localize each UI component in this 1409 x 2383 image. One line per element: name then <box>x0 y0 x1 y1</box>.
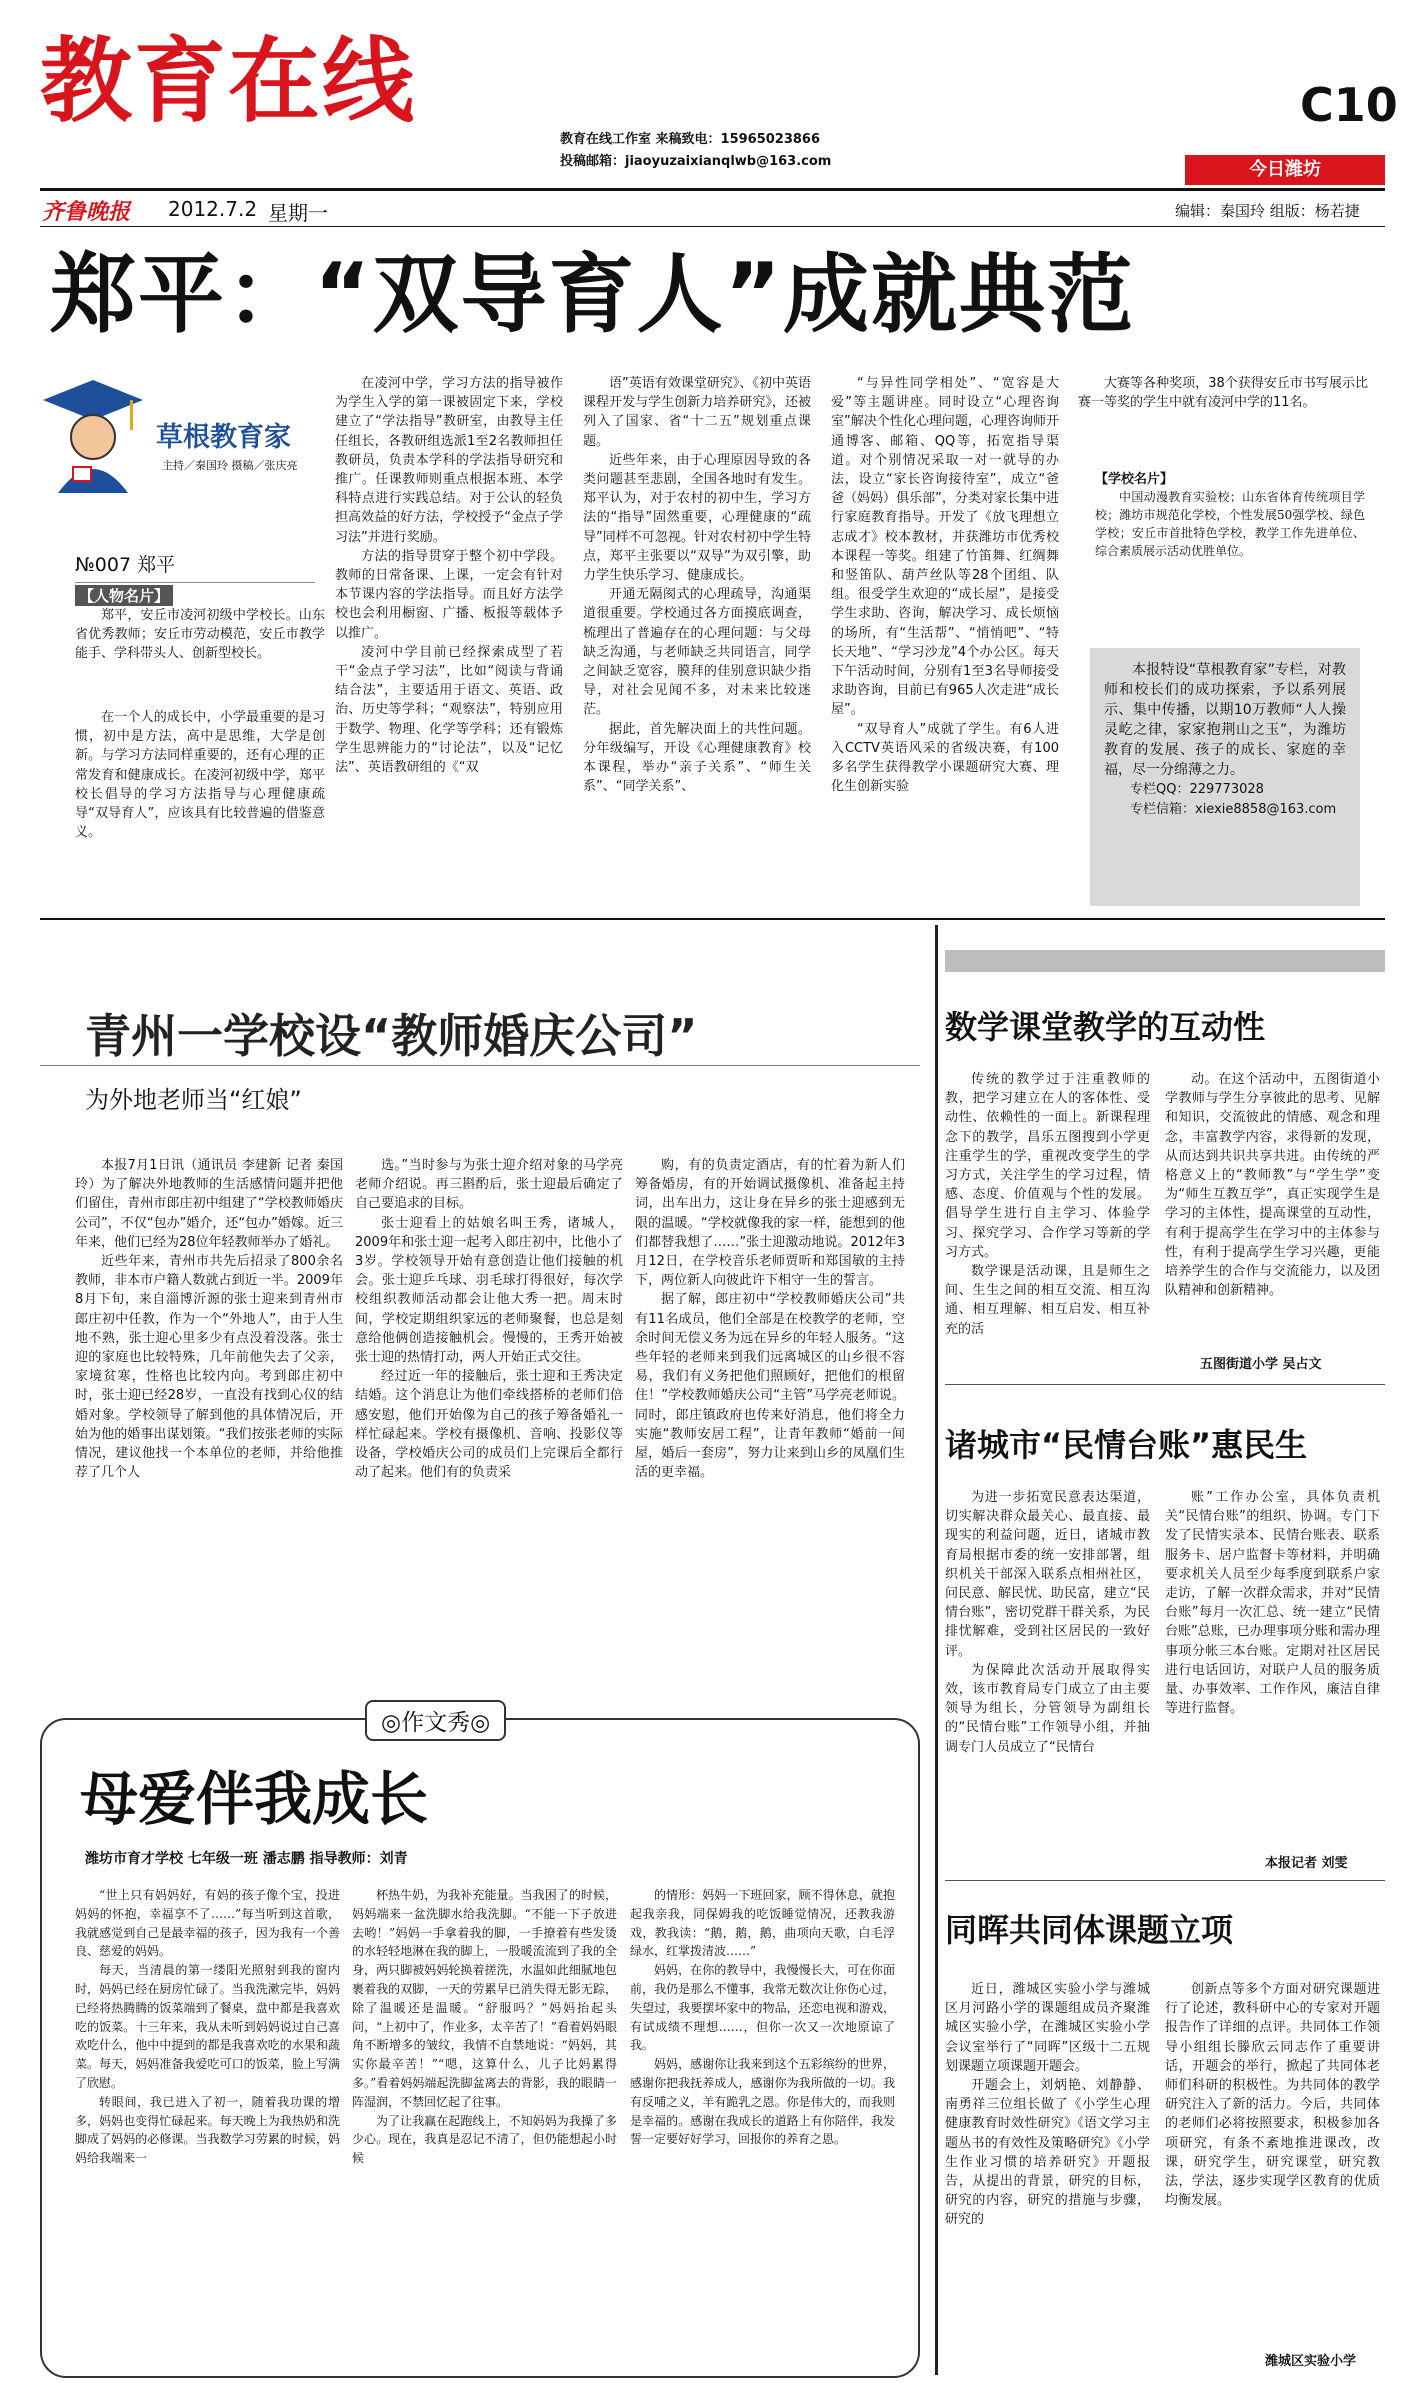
lead-col5: 大赛等各种奖项，38个获得安丘市书写展示比赛一等奖的学生中就有凌河中学的11名。 <box>1078 376 1368 411</box>
page-number: C10 <box>1300 78 1398 132</box>
lead-number: №007 郑平 <box>75 554 176 576</box>
tonghui-title: 同晖共同体课题立项 <box>945 1911 1234 1949</box>
school-profile: 中国动漫教育实验校；山东省体育传统项目学校；潍坊市规范化学校，个性发展50强学校、绿色学校；安丘市首批特色学校，教学工作先进单位、综合素质展示活动优胜单位。 <box>1095 490 1365 558</box>
lead-col3: 语”英语有效课堂研究》、《初中英语课程开发与学生创新力培养研究》，还被列入了国家、省“十二五”规划重点课题。 近些年来，由于心理原因导致的各类问题甚至悲剧，全国各地时有发生。郑平认为，对于农村的初中生，学习方法的“指导”固然重要，心理健康的“疏导”同样不可忽视。针对农村初中学生特点，郑平主张要以“双导”为双引擎，助力学生快乐学习、健康成长。 开通无隔阂式的心理疏导，沟通渠道很重要。学校通过各方面摸底调查，梳理出了普遍存在的心理问题：与父母缺乏沟通，与老师缺乏共同语言，同学之间缺乏宽容，膜拜的佳别意识缺少指导，对社会见闻不多，对未来比较迷茫。 据此，首先解决面上的共性问题。分年级编写，开设《心理健康教育》校本课程，举办“亲子关系”、“师生关系”、“同学关系”、 <box>583 376 811 795</box>
masthead: 教育在线 <box>40 28 417 135</box>
tonghui-byline: 潍城区实验小学 <box>1265 2354 1357 2369</box>
zhucheng-title: 诸城市“民情台账”惠民生 <box>945 1426 1308 1464</box>
graduate-icon <box>38 375 148 495</box>
zhucheng-col1: 为进一步拓宽民意表达渠道，切实解决群众最关心、最直接、最现实的利益问题，近日，诸城市教育局根据市委的统一安排部署，组织机关干部深入联系点相州社区，问民意、解民忧、助民富，建立“民情台账”，密切党群干群关系，为民排忧解难，受到社区居民的一致好评。 为保障此次活动开展取得实效，该市教育局专门成立了由主要领导为组长，分管领导为副组长的“民情台账”工作领导小组，并抽调专门人员成立了“民情台 <box>945 1490 1150 1755</box>
lead-col2: 在凌河中学，学习方法的指导被作为学生入学的第一课被固定下来，学校建立了“学法指导”教研室，由教导主任任组长，各教研组选派1至2名教师担任教研员，负责本学科的学法指导研究和推广。任课教师则重点根据本班、本学科特点进行实践总结。对于公认的轻负担高效益的好方法，学校授予“金点子学习法”并进行奖励。 方法的指导贯穿于整个初中学段。教师的日常备课、上课，一定会有针对本节课内容的学法指导。而且好方法学校也会利用橱窗、广播、板报等载体予以推广。 凌河中学目前已经探索成型了若干“金点子学习法”，比如“阅读与背诵结合法”，主要适用于语文、英语、政治、历史等学科；“观察法”，特别应用于数学、物理、化学等学科；还有锻炼学生思辨能力的“讨论法”，以及“记忆法”、英语教研组的《“双 <box>335 376 563 776</box>
tonghui-col2: 创新点等多个方面对研究课题进行了论述，教科研中心的专家对开题报告作了详细的点评。共同体工作领导小组组长滕欣云同志作了重要讲话，开题会的举行，掀起了共同体老师们科研的积极性。为共同体的教学研究注入了新的活力。今后，共同体的老师们必将按照要求，积极参加各项研究，有条不紊地推进课改，改课，研究学生，研究课堂，研究教法，学法，逐步实现学区教育的优质均衡发展。 <box>1165 1982 1380 2209</box>
school-tag: 【学校名片】 <box>1095 472 1174 487</box>
qingzhou-col2: 选。”当时参与为张士迎介绍对象的马学亮老师介绍说。再三斟酌后，张士迎最后确定了自己要追求的目标。 张士迎看上的姑娘名叫王秀，诸城人，2009年和张士迎一起考入郎庄初中，比他小了3岁。学校领导开始有意创造让他们接触的机会。张士迎乒乓球、羽毛球打得很好，每次学校组织教师活动都会让他大秀一把。周末时间，学校定期组织家远的老师聚餐，也总是刻意给他俩创造接触机会。慢慢的，王秀开始被张士迎的热情打动，两人开始正式交往。 经过近一年的接触后，张士迎和王秀决定结婚。这个消息让为他们牵线搭桥的老师们倍感安慰，他们开始像为自己的孩子筹备婚礼一样忙碌起来。学校有摄像机、音响、投影仪等设备，学校婚庆公司的成员们上完课后全都行动了起来。他们有的负责采 <box>355 1158 623 1481</box>
region-badge: 今日潍坊 <box>1185 155 1385 185</box>
essay-byline: 潍坊市育才学校 七年级一班 潘志鹏 指导教师：刘青 <box>85 1851 408 1867</box>
lead-title: 郑平：“双导育人”成就典范 <box>50 245 1136 345</box>
column-logo <box>38 375 328 495</box>
lead-col4: “与异性同学相处”、“宽容是大爱”等主题讲座。同时设立“心理咨询室”解决个性化心理问题，心理咨询师开通博客、邮箱、QQ等，拓宽指导渠道。对个别情况采取一对一就导的办法，设立“家长咨询接待室”，成立“爸爸（妈妈）俱乐部”，分类对家长集中进行家庭教育指导。开发了《放飞理想立志成才》校本教材，并获潍坊市优秀校本课程一等奖。组建了竹笛舞、红绸舞和竖笛队、葫芦丝队等28个团组、队组。很受学生欢迎的“成长屋”，是接受学生求助、咨询，解决学习、成长烦恼的场所，有“生活帮”、“悄悄吧”、“特长天地”、“学习沙龙”4个办公区。每天下午活动时间，分别有1至3名导师接受求助咨询，目前已有965人次走进“成长屋”。 “双导育人”成就了学生。有6人进入CCTV英语风采的省级决赛，有100多名学生获得教学小课题研究大赛、理化生创新实验 <box>831 376 1059 795</box>
essay-col1: “世上只有妈妈好，有妈的孩子像个宝，投进妈妈的怀抱，幸福享不了……”每当听到这首歌，我就感觉到自己是最幸福的孩子，因为我有一个善良、慈爱的妈妈。 每天，当清晨的第一缕阳光照射到我的窗内时，妈妈已经在厨房忙碌了。当我洗漱完毕，妈妈已经将热腾腾的饭菜端到了餐桌，盘中都是我喜欢吃的饭菜。十三年来，我从未听到妈妈说过自己喜欢吃什么，他中中提到的都是我喜欢吃的水果和蔬菜。每天，妈妈准备我爱吃可口的饭菜，脸上写满了欣慰。 转眼间，我已进入了初一，随着我功课的增多，妈妈也变得忙碌起来。每天晚上为我热奶和洗脚成了妈妈的必修课。当我数学习劳累的时候，妈妈给我端来一 <box>75 1888 340 2166</box>
qingzhou-subtitle: 为外地老师当“红娘” <box>85 1086 302 1114</box>
math-byline: 五图街道小学 吴占文 <box>1200 1357 1322 1372</box>
zhucheng-byline: 本报记者 刘雯 <box>1265 1856 1348 1871</box>
studio-info: 教育在线工作室 来稿致电：15965023866 <box>560 132 821 147</box>
note-mail: 专栏信箱：xiexie8858@163.com <box>1130 802 1337 817</box>
essay-col3: 的情形：妈妈一下班回家，顾不得休息，就抱起我亲我，同保姆我的吃饭睡觉情况，还教我游戏，教我读：“鹅，鹅，鹅，曲项向天歌，白毛浮绿水，红掌拨清波……” 妈妈，在你的教导中，我慢慢长大，可在你面前，我仍是那么不懂事，我常无数次让你伤心过，失望过，我要摆坏家中的物品，还恋电视和游戏，有试成绩不理想……，但你一次又一次地原谅了我。 妈妈，感谢你让我来到这个五彩缤纷的世界，感谢你把我抚养成人，感谢你为我所做的一切。我有反哺之义，羊有跪乳之恩。你是伟大的，而我则是幸福的。感谢在我成长的道路上有你陪伴，我发誓一定要好好学习，回报你的养育之恩。 <box>630 1888 895 2147</box>
lead-profile: 郑平，安丘市凌河初级中学校长。山东省优秀教师；安丘市劳动模范，安丘市教学能手、学科带头人、创新型校长。 <box>75 608 325 662</box>
qingzhou-col1: 本报7月1日讯（通讯员 李建新 记者 秦国玲）为了解决外地教师的生活感情问题并把他们留住，青州市郎庄初中组建了“学校教师婚庆公司”，不仅“包办”婚介，还“包办”婚嫁。近三年来，他们已经为28位年轻教师举办了婚礼。 近些年来，青州市共先后招录了800余名教师，非本市户籍人数就占到近一半。2009年8月下旬，来自淄博沂源的张士迎来到青州市郎庄初中任教，作为一个“外地人”，由于人生地不熟，张士迎心里多少有点没着没落。张士迎的家庭也比较特殊，几年前他失去了父亲，家境贫寒，性格也比较内向。考到郎庄初中时，张士迎已经28岁，一直没有找到心仪的结婚对象。学校领导了解到他的具体情况后，开始为他的婚事出谋划策。“我们按张老师的实际情况，建议他找一个本单位的老师，并给他推荐了几个人 <box>75 1158 343 1481</box>
column-name: 草根教育家 <box>156 422 291 453</box>
essay-col2: 杯热牛奶，为我补充能量。当我困了的时候，妈妈端来一盆洗脚水给我洗脚。“不能一下子放进去哟！”妈妈一手拿着我的脚，一手撩着有些发烫的水轻轻地淋在我的脚上，一股暖流流到了我的全身，两只脚被妈妈轮换着搓洗，水温如此细腻地包裹着我的双脚，一天的劳累早已消失得无影无踪，除了温暖还是温暖。“舒服吗？”妈妈抬起头问，“上初中了，作业多，太辛苦了！”看着妈妈眼角不断增多的皱纹，我情不自禁地说：“妈妈，其实你最辛苦！”“嗯，这算什么，儿子比妈累得多。”看着妈妈端起洗脚盆离去的背影，我的眼睛一阵湿润，不禁回忆起了往事。 为了让我赢在起跑线上，不知妈妈为我操了多少心。现在，我真是忍记不清了，但仍能想起小时候 <box>352 1888 617 2166</box>
column-credit: 主持／秦国玲 摄稿／张庆亮 <box>162 459 298 472</box>
column-note: 本报特设“草根教育家”专栏，对教师和校长们的成功探索，予以系列展示、集中传播，以期10万教师“人人操灵屹之律，家家抱荆山之玉”，为潍坊教育的发展、孩子的成长、家庭的幸福，尽一分绵薄之力。 <box>1104 662 1346 778</box>
math-col2: 动。在这个活动中，五图街道小学教师与学生分享彼此的思考、见解和知识，交流彼此的情感、观念和理念，丰富教学内容，求得新的发现，从而达到共识共享共进。由传统的严格意义上的“教师教”与“学生学”变为“师生互教互学”，真正实现学生是学习的主体性，提高课堂的互动性，有利于提高学生在学习中的主体参与性，有利于提高学生学习兴趣，更能培养学生的合作与交流能力，以及团队精神和创新精神。 <box>1165 1072 1380 1299</box>
column-note-box <box>1090 648 1360 906</box>
editors: 编辑：秦国玲 组版：杨若捷 <box>1175 202 1360 220</box>
paper-logo: 齐鲁晚报 <box>42 199 131 225</box>
lead-col1: 在一个人的成长中，小学最重要的是习惯，初中是方法，高中是思维，大学是创新。与学习方法同样重要的，还有心理的正常发育和健康成长。在凌河初级中学，郑平校长倡导的学习方法指导与心理健康疏导“双导育人”，应该具有比较普遍的借鉴意义。 <box>75 710 325 841</box>
essay-title: 母爱伴我成长 <box>80 1765 429 1833</box>
math-col1: 传统的教学过于注重教师的教，把学习建立在人的客体性、受动性、依赖性的一面上。新课程理念下的教学，昌乐五图搜到小学更注重学生的学，重视改变学生的学习方式，关注学生的学习过程，情感、态度、价值观与个性的发展。倡导学生进行自主学习、体验学习、探究学习、合作学习等新的学习方式。 数学课是活动课，且是师生之间、生生之间的相互交流、相互沟通、相互理解、相互启发、相互补充的活 <box>945 1072 1150 1337</box>
weekday: 星期一 <box>268 201 328 225</box>
email-info: 投稿邮箱：jiaoyuzaixianqlwb@163.com <box>560 154 832 169</box>
qingzhou-title: 青州一学校设“教师婚庆公司” <box>85 1009 698 1063</box>
tonghui-col1: 近日，潍城区实验小学与潍城区月河路小学的课题组成员齐聚潍城区实验小学，在潍城区实验小学会议室举行了“同晖”区级十二五规划课题立项课题开题会。 开题会上，刘炳艳、刘静静、南勇祥三位组长做了《小学生心理健康教育时效性研究》《语文学习主题丛书的有效性及策略研究》《小学生作业习惯的培养研究》开题报告，从提出的背景，研究的目标，研究的内容，研究的措施与步骤，研究的 <box>945 1982 1150 2228</box>
note-qq: 专栏QQ：229773028 <box>1130 782 1264 797</box>
zhucheng-col2: 账”工作办公室，具体负责机关“民情台账”的组织、协调。专门下发了民情实录本、民情台账表、联系服务卡、居户监督卡等材料，并明确要求机关人员至少每季度到联系户家走访，了解一次群众需求，并对“民情台账”每月一次汇总、统一建立“民情台账”总账，已办理事项分账和需办理事项分帐三本台账。定期对社区居民进行电话回访，对联户人员的服务质量、办事效率、工作作风，廉洁自律等进行监督。 <box>1165 1490 1380 1717</box>
qingzhou-col3: 购，有的负责定酒店，有的忙着为新人们筹备婚房，有的开始调试摄像机、准备起主持词，出车出力，这让身在异乡的张士迎感到无限的温暖。“学校就像我的家一样，能想到的他们都替我想了……”张士迎激动地说。2012年3月12日，在学校音乐老师贾昕和郑国敏的主持下，两位新人向彼此许下相守一生的誓言。 据了解，郎庄初中“学校教师婚庆公司”共有11名成员，他们全部是在校教学的老师，空余时间无偿义务为远在异乡的年轻人服务。“这些年轻的老师来到我们远离城区的山乡很不容易，我们有义务把他们照顾好，把他们的根留住！”学校教师婚庆公司“主管”马学亮老师说。同时，郎庄镇政府也传来好消息，他们将全力实施“教师安居工程”，让青年教师“婚前一间屋，婚后一套房”，努力让来到山乡的凤凰们生活的更幸福。 <box>635 1158 905 1481</box>
essay-tag: ◎作文秀◎ <box>365 1700 506 1741</box>
profile-tag: 【人物名片】 <box>75 585 173 606</box>
issue-date: 2012.7.2 <box>168 197 258 221</box>
math-title: 数学课堂教学的互动性 <box>945 1008 1266 1046</box>
